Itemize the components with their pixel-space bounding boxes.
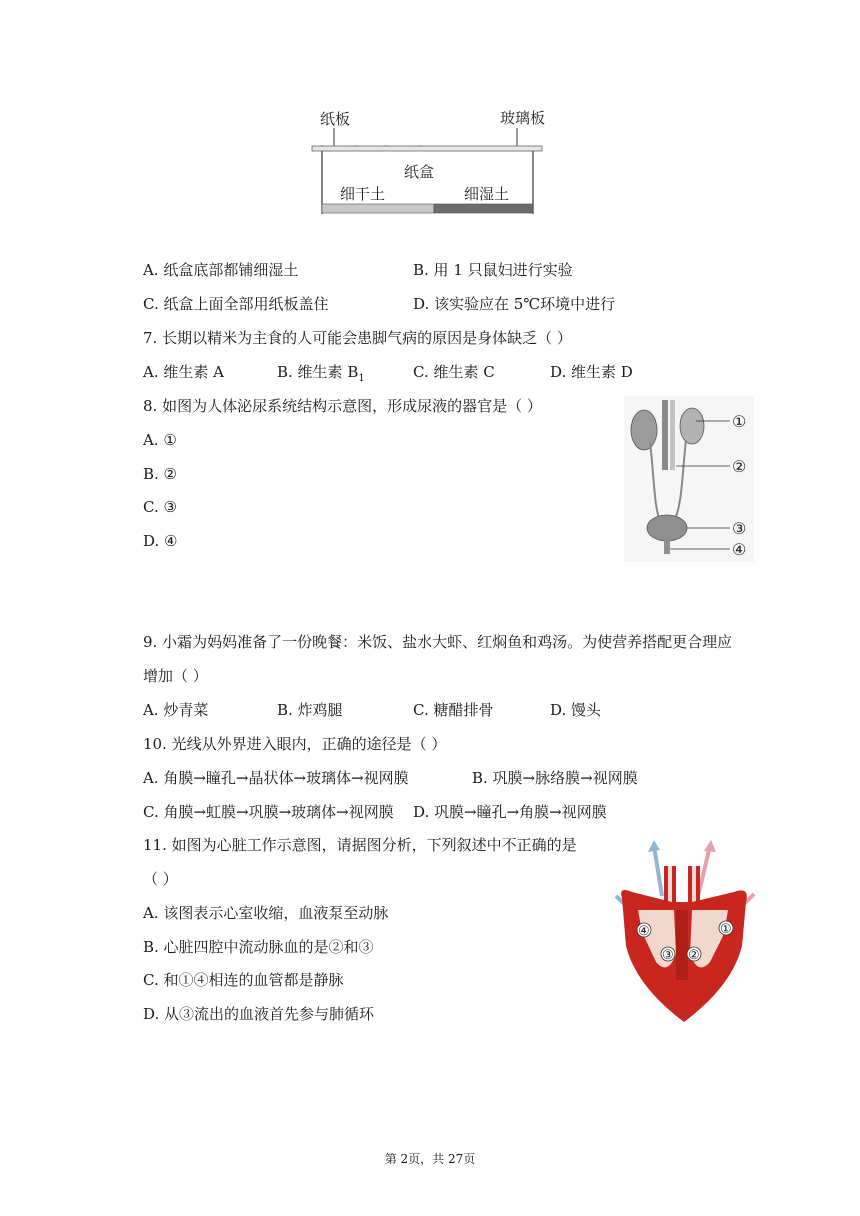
q8-option-b: B. ②	[143, 465, 178, 483]
q7-option-c: C. 维生素 C	[413, 363, 495, 381]
q8-option-a: A. ①	[143, 431, 177, 449]
q9-option-d: D. 馒头	[550, 701, 602, 719]
page-footer: 第 2页，共 27页	[384, 1152, 476, 1166]
q11-option-d: D. 从③流出的血液首先参与肺循环	[143, 1005, 375, 1023]
label-box: 纸盒	[404, 164, 435, 181]
q7-option-b	[277, 362, 365, 389]
label-glass: 玻璃板	[500, 110, 546, 127]
q6-option-b: B. 用 1 只鼠妇进行实验	[413, 261, 573, 279]
urinary-label-4: ④	[732, 540, 747, 559]
label-paper: 纸板	[320, 111, 351, 128]
box-experiment-figure	[308, 104, 553, 220]
q6-option-c: C. 纸盒上面全部用纸板盖住	[143, 295, 329, 313]
q11-option-c: C. 和①④相连的血管都是静脉	[143, 971, 344, 989]
q11-stem-line1: 11. 如图为心脏工作示意图，请据图分析，下列叙述中不正确的是	[143, 836, 577, 854]
q9-option-b: B. 炸鸡腿	[277, 701, 343, 719]
urinary-label-2: ②	[732, 457, 747, 476]
q7-option-b-subscript: 1	[358, 373, 365, 384]
q10-option-d: D. 巩膜→瞳孔→角膜→视网膜	[413, 803, 607, 821]
q10-option-c: C. 角膜→虹膜→巩膜→玻璃体→视网膜	[143, 803, 394, 821]
q11-option-a: A. 该图表示心室收缩，血液泵至动脉	[143, 904, 389, 922]
heart-label-2: ②	[688, 948, 700, 963]
q8-option-c: C. ③	[143, 498, 177, 516]
q10-option-b: B. 巩膜→脉络膜→视网膜	[472, 769, 638, 787]
heart-figure	[612, 836, 760, 1026]
q9-option-c: C. 糖醋排骨	[413, 701, 494, 719]
heart-label-3: ③	[662, 948, 674, 963]
q10-stem: 10. 光线从外界进入眼内，正确的途径是（ ）	[143, 735, 447, 753]
q7-option-a: A. 维生素 A	[143, 363, 224, 381]
heart-label-4: ④	[638, 924, 650, 939]
q11-option-b: B. 心脏四腔中流动脉血的是②和③	[143, 938, 374, 956]
q8-stem: 8. 如图为人体泌尿系统结构示意图，形成尿液的器官是（ ）	[143, 397, 542, 415]
label-wet-soil: 细湿土	[464, 186, 510, 203]
urinary-label-1: ①	[732, 412, 747, 431]
urinary-system-figure	[624, 396, 754, 562]
urinary-label-3: ③	[732, 519, 747, 538]
q11-stem-line2: （ ）	[143, 870, 178, 888]
q10-option-a: A. 角膜→瞳孔→晶状体→玻璃体→视网膜	[143, 769, 409, 787]
q6-option-d: D. 该实验应在 5℃环境中进行	[413, 295, 616, 313]
q7-option-d: D. 维生素 D	[550, 363, 633, 381]
q9-option-a: A. 炒青菜	[143, 701, 209, 719]
q8-option-d: D. ④	[143, 532, 178, 550]
q7-option-b-text: B. 维生素 B	[277, 363, 359, 381]
q7-stem: 7. 长期以精米为主食的人可能会患脚气病的原因是身体缺乏（ ）	[143, 329, 572, 347]
q9-stem-line1: 9. 小霜为妈妈准备了一份晚餐：米饭、盐水大虾、红焖鱼和鸡汤。为使营养搭配更合理应	[143, 633, 733, 651]
label-dry-soil: 细干土	[340, 186, 386, 203]
dry-soil-strip	[322, 204, 434, 213]
wet-soil-strip	[434, 204, 533, 213]
q6-option-a: A. 纸盒底部都铺细湿土	[143, 261, 299, 279]
q9-stem-line2: 增加（ ）	[143, 667, 208, 685]
heart-label-1: ①	[720, 922, 732, 937]
